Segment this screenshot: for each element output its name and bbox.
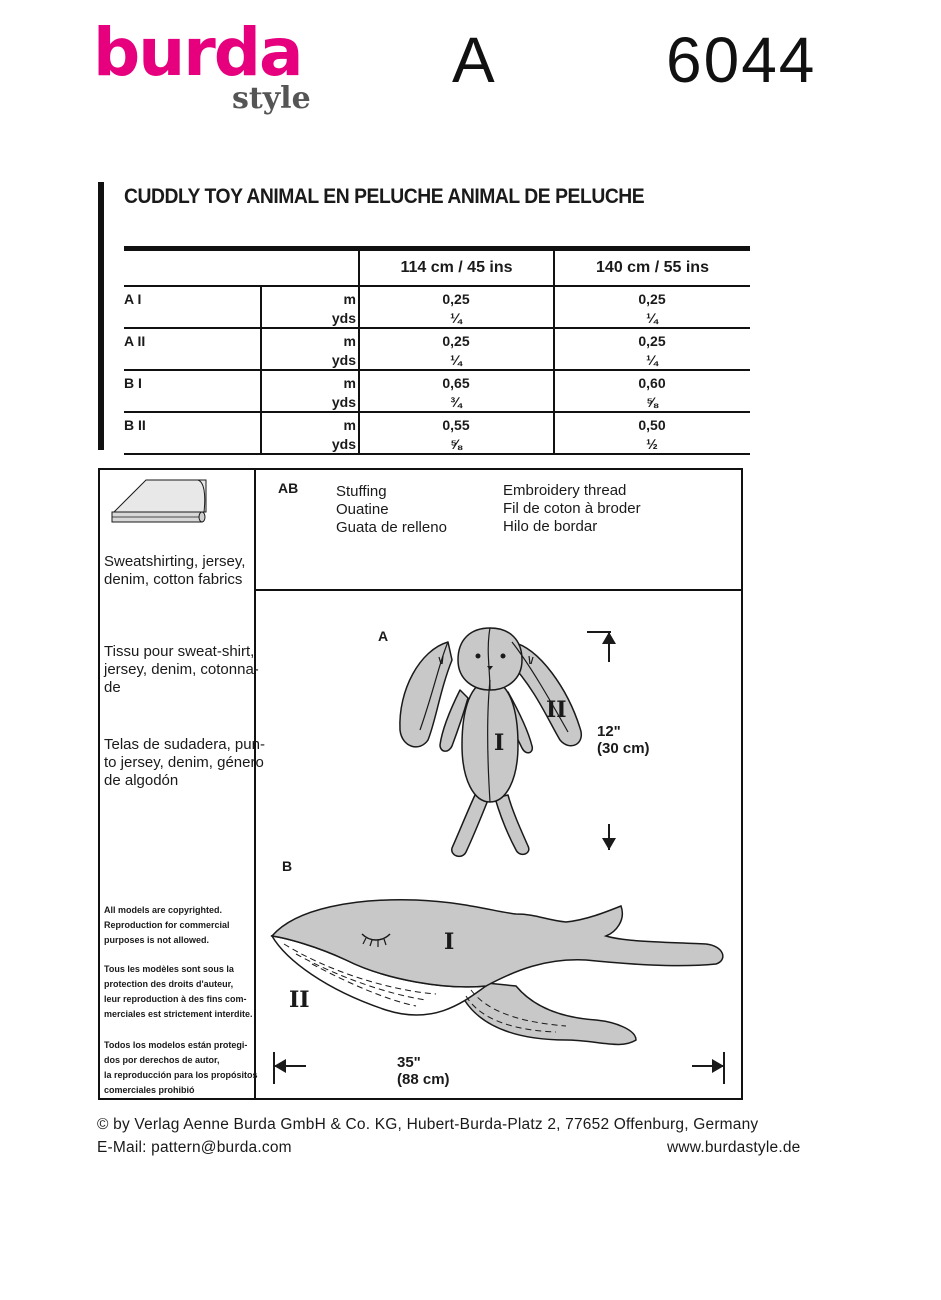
row-label: A I (124, 291, 142, 307)
row-label: A II (124, 333, 146, 349)
bunny-height-in: 12" (597, 723, 621, 740)
title-side-bar (98, 182, 104, 450)
whale-length-cm: (88 cm) (397, 1071, 450, 1088)
value-114-m: 0,25 (442, 291, 470, 307)
copyright-line: leur reproduction à des fins com- (104, 994, 247, 1004)
width-header-114: 114 cm / 45 ins (400, 259, 513, 276)
fabric-roll-icon (106, 474, 211, 526)
fabric-en-line: Sweatshirting, jersey, (104, 553, 246, 570)
view-a-label: A (378, 628, 389, 644)
value-140-m: 0,60 (638, 375, 666, 391)
value-114-m: 0,25 (442, 333, 470, 349)
view-b-label: B (282, 858, 293, 874)
table-row (124, 329, 750, 371)
page-title: CUDDLY TOY ANIMAL EN PELUCHE ANIMAL DE PELUCHE (124, 185, 645, 208)
bunny-height-cm: (30 cm) (597, 740, 650, 757)
unit-m: m (343, 417, 356, 433)
fabric-es-line: to jersey, denim, género (104, 754, 264, 771)
footer-email: E-Mail: pattern@burda.com (97, 1139, 292, 1156)
copyright-fr (104, 962, 253, 1022)
value-114-m: 0,55 (442, 417, 470, 433)
bunny-piece-label-2: II (546, 697, 567, 723)
value-114-m: 0,65 (442, 375, 470, 391)
bunny-illustration (390, 620, 590, 865)
value-114-yds: ¼ (450, 352, 462, 368)
notion-line: Stuffing (336, 483, 387, 500)
table-row (124, 287, 750, 329)
notions-col-stuffing (336, 483, 447, 537)
fabric-es-line: de algodón (104, 772, 179, 789)
whale-length (397, 1054, 450, 1088)
length-dimension-arrows (270, 1050, 730, 1086)
copyright-line: Reproduction for commercial (104, 920, 230, 930)
value-140-m: 0,25 (638, 291, 666, 307)
pattern-number: 6044 (666, 24, 817, 96)
width-header-140: 140 cm / 55 ins (596, 259, 709, 276)
value-140-m: 0,50 (638, 417, 666, 433)
value-140-yds: ¼ (646, 310, 658, 326)
value-140-yds: ⅝ (646, 394, 658, 410)
row-label: B II (124, 417, 146, 433)
unit-yds: yds (331, 394, 356, 410)
view-letter: A (452, 24, 495, 96)
unit-m: m (343, 333, 356, 349)
unit-yds: yds (331, 310, 356, 326)
row-label: B I (124, 375, 142, 391)
fabric-es-line: Telas de sudadera, pun- (104, 736, 265, 753)
footer-website: www.burdastyle.de (667, 1139, 801, 1156)
unit-m: m (343, 375, 356, 391)
fabric-en (104, 553, 245, 589)
copyright-line: la reproducción para los propósitos (104, 1070, 258, 1080)
bunny-height (597, 723, 650, 757)
copyright-line: comerciales prohibió (104, 1085, 195, 1095)
notion-line: Guata de relleno (336, 519, 447, 536)
fabric-fr (104, 643, 259, 697)
footer-copyright: © by Verlag Aenne Burda GmbH & Co. KG, Hubert-Burda-Platz 2, 77652 Offenburg, Germany (97, 1116, 759, 1133)
value-114-yds: ¾ (450, 394, 462, 410)
burda-logo: burda (93, 14, 302, 91)
copyright-es (104, 1038, 258, 1098)
notion-line: Hilo de bordar (503, 518, 598, 535)
value-140-m: 0,25 (638, 333, 666, 349)
burda-logo-style: style (232, 81, 311, 116)
unit-yds: yds (331, 436, 356, 452)
copyright-line: merciales est strictement interdite. (104, 1009, 253, 1019)
value-140-yds: ½ (646, 436, 658, 452)
fabric-en-line: denim, cotton fabrics (104, 571, 243, 588)
materials-divider-horizontal (254, 589, 743, 591)
value-114-yds: ⅝ (450, 436, 462, 452)
whale-piece-label-1: I (444, 929, 455, 955)
bunny-piece-label-1: I (494, 730, 505, 756)
notion-line: Embroidery thread (503, 482, 627, 499)
copyright-line: Todos los modelos están protegi- (104, 1040, 248, 1050)
whale-illustration (266, 890, 741, 1065)
copyright-line: Tous les modèles sont sous la (104, 964, 234, 974)
notions-col-thread (503, 482, 641, 536)
copyright-line: dos por derechos de autor, (104, 1055, 220, 1065)
fabric-es (104, 736, 265, 790)
value-140-yds: ¼ (646, 352, 658, 368)
fabric-fr-line: Tissu pour sweat-shirt, (104, 643, 255, 660)
copyright-en (104, 903, 230, 948)
table-row (124, 371, 750, 413)
whale-piece-label-2: II (289, 987, 310, 1013)
copyright-line: purposes is not allowed. (104, 935, 210, 945)
notion-line: Fil de coton à broder (503, 500, 641, 517)
value-114-yds: ¼ (450, 310, 462, 326)
unit-yds: yds (331, 352, 356, 368)
whale-length-in: 35" (397, 1054, 421, 1071)
notions-views-label: AB (278, 480, 299, 496)
fabric-fr-line: de (104, 679, 121, 696)
unit-m: m (343, 291, 356, 307)
table-header-row (124, 251, 750, 287)
copyright-line: All models are copyrighted. (104, 905, 223, 915)
fabric-fr-line: jersey, denim, cotonna- (104, 661, 259, 678)
notion-line: Ouatine (336, 501, 389, 518)
copyright-line: protection des droits d'auteur, (104, 979, 234, 989)
yardage-table (124, 246, 750, 455)
table-row (124, 413, 750, 455)
